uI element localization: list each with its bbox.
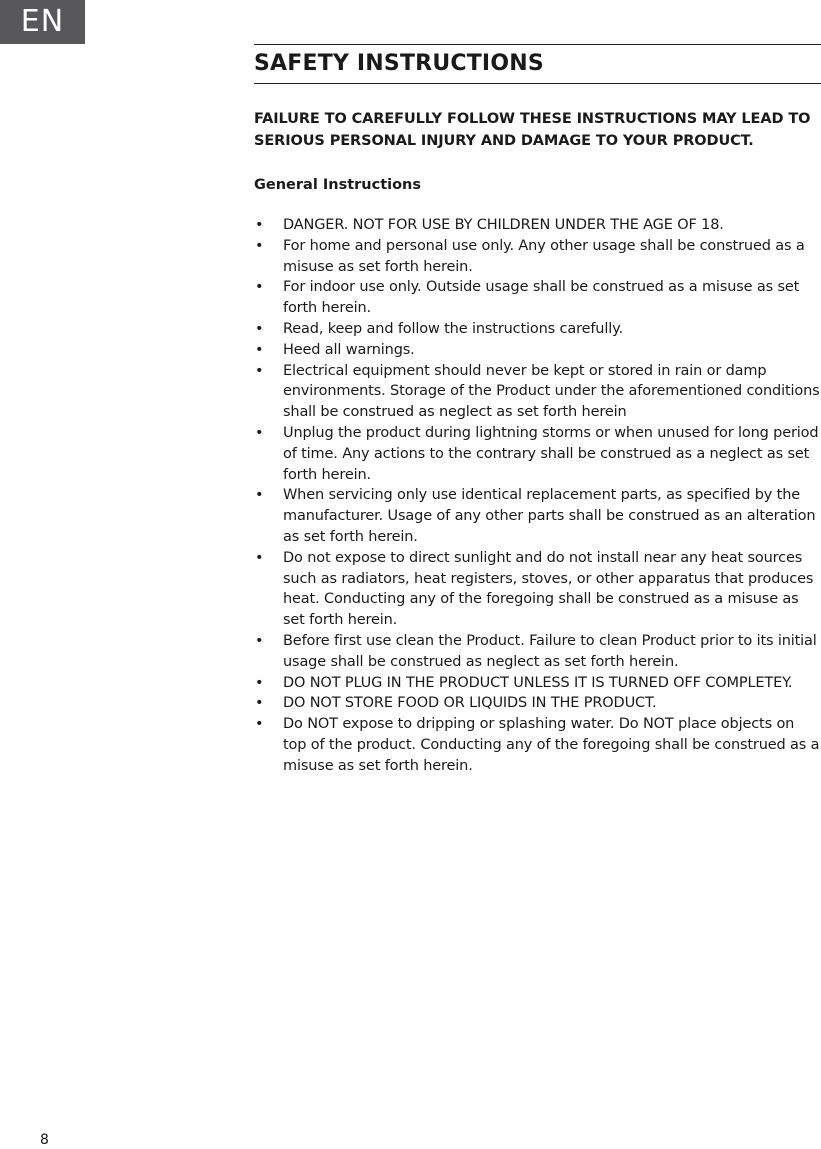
main-content xyxy=(254,44,821,777)
bullet-icon: • xyxy=(255,279,264,296)
bullet-icon: • xyxy=(255,362,264,379)
list-item-text: For home and personal use only. Any other usage shall be construed as a misuse as set forth herein. xyxy=(283,237,805,275)
list-item xyxy=(254,215,821,236)
list-item xyxy=(254,361,821,423)
title-block xyxy=(254,44,821,84)
list-item-text: Heed all warnings. xyxy=(283,341,415,358)
list-item-text: DANGER. NOT FOR USE BY CHILDREN UNDER THE AGE OF 18. xyxy=(283,217,724,233)
bullet-icon: • xyxy=(255,674,264,691)
bullet-icon: • xyxy=(255,424,264,441)
bullet-icon: • xyxy=(255,237,264,254)
bullet-icon: • xyxy=(255,549,264,566)
instruction-list xyxy=(254,215,821,777)
bullet-icon: • xyxy=(255,487,264,504)
bullet-icon: • xyxy=(255,632,264,649)
list-item xyxy=(254,319,821,340)
bullet-icon: • xyxy=(255,341,264,358)
list-item xyxy=(254,548,821,631)
list-item-text: Read, keep and follow the instructions carefully. xyxy=(283,320,623,337)
list-item-text: Do NOT expose to dripping or splashing water. Do NOT place objects on top of the product. Conducting any of the foregoing shall be construed as a misuse as set forth herein. xyxy=(283,716,820,774)
list-item-text: Do not expose to direct sunlight and do not install near any heat sources such as radiators, heat registers, stoves, or other apparatus that produces heat. Conducting any of the foregoing shall be construed as a misuse as set forth herein. xyxy=(283,549,814,629)
list-item xyxy=(254,693,821,714)
list-item-text: Unplug the product during lightning storms or when unused for long period of time. Any actions to the contrary shall be construed as a neglect as set forth herein. xyxy=(283,424,819,483)
section-heading: General Instructions xyxy=(254,177,422,193)
list-item xyxy=(254,423,821,485)
page-title: SAFETY INSTRUCTIONS xyxy=(254,51,544,76)
list-item-text: Before first use clean the Product. Failure to clean Product prior to its initial usage shall be construed as neglect as set forth herein. xyxy=(283,632,817,670)
list-item xyxy=(254,714,821,776)
list-item-text: When servicing only use identical replacement parts, as specified by the manufacturer. Usage of any other parts shall be construed as an alteration as set forth herein. xyxy=(283,487,816,545)
page-number: 8 xyxy=(40,1132,49,1148)
list-item xyxy=(254,485,821,547)
list-item xyxy=(254,340,821,361)
list-item-text: For indoor use only. Outside usage shall be construed as a misuse as set forth herein. xyxy=(283,279,800,317)
bullet-icon: • xyxy=(255,695,264,712)
list-item-text: DO NOT PLUG IN THE PRODUCT UNLESS IT IS TURNED OFF COMPLETEY. xyxy=(283,674,793,691)
list-item xyxy=(254,673,821,694)
warning-text: FAILURE TO CAREFULLY FOLLOW THESE INSTRUCTIONS MAY LEAD TO SERIOUS PERSONAL INJURY AND DAMAGE TO YOUR PRODUCT. xyxy=(254,111,811,149)
language-tab: EN xyxy=(0,0,85,44)
bullet-icon: • xyxy=(255,716,264,733)
list-item-text: DO NOT STORE FOOD OR LIQUIDS IN THE PRODUCT. xyxy=(283,695,657,712)
list-item xyxy=(254,277,821,319)
list-item xyxy=(254,236,821,278)
bullet-icon: • xyxy=(255,320,264,337)
list-item xyxy=(254,631,821,673)
list-item-text: Electrical equipment should never be kept or stored in rain or damp environments. Storage of the Product under the aforementioned conditions shall be construed as neglect as set forth herein xyxy=(283,362,820,421)
bullet-icon: • xyxy=(255,217,264,233)
